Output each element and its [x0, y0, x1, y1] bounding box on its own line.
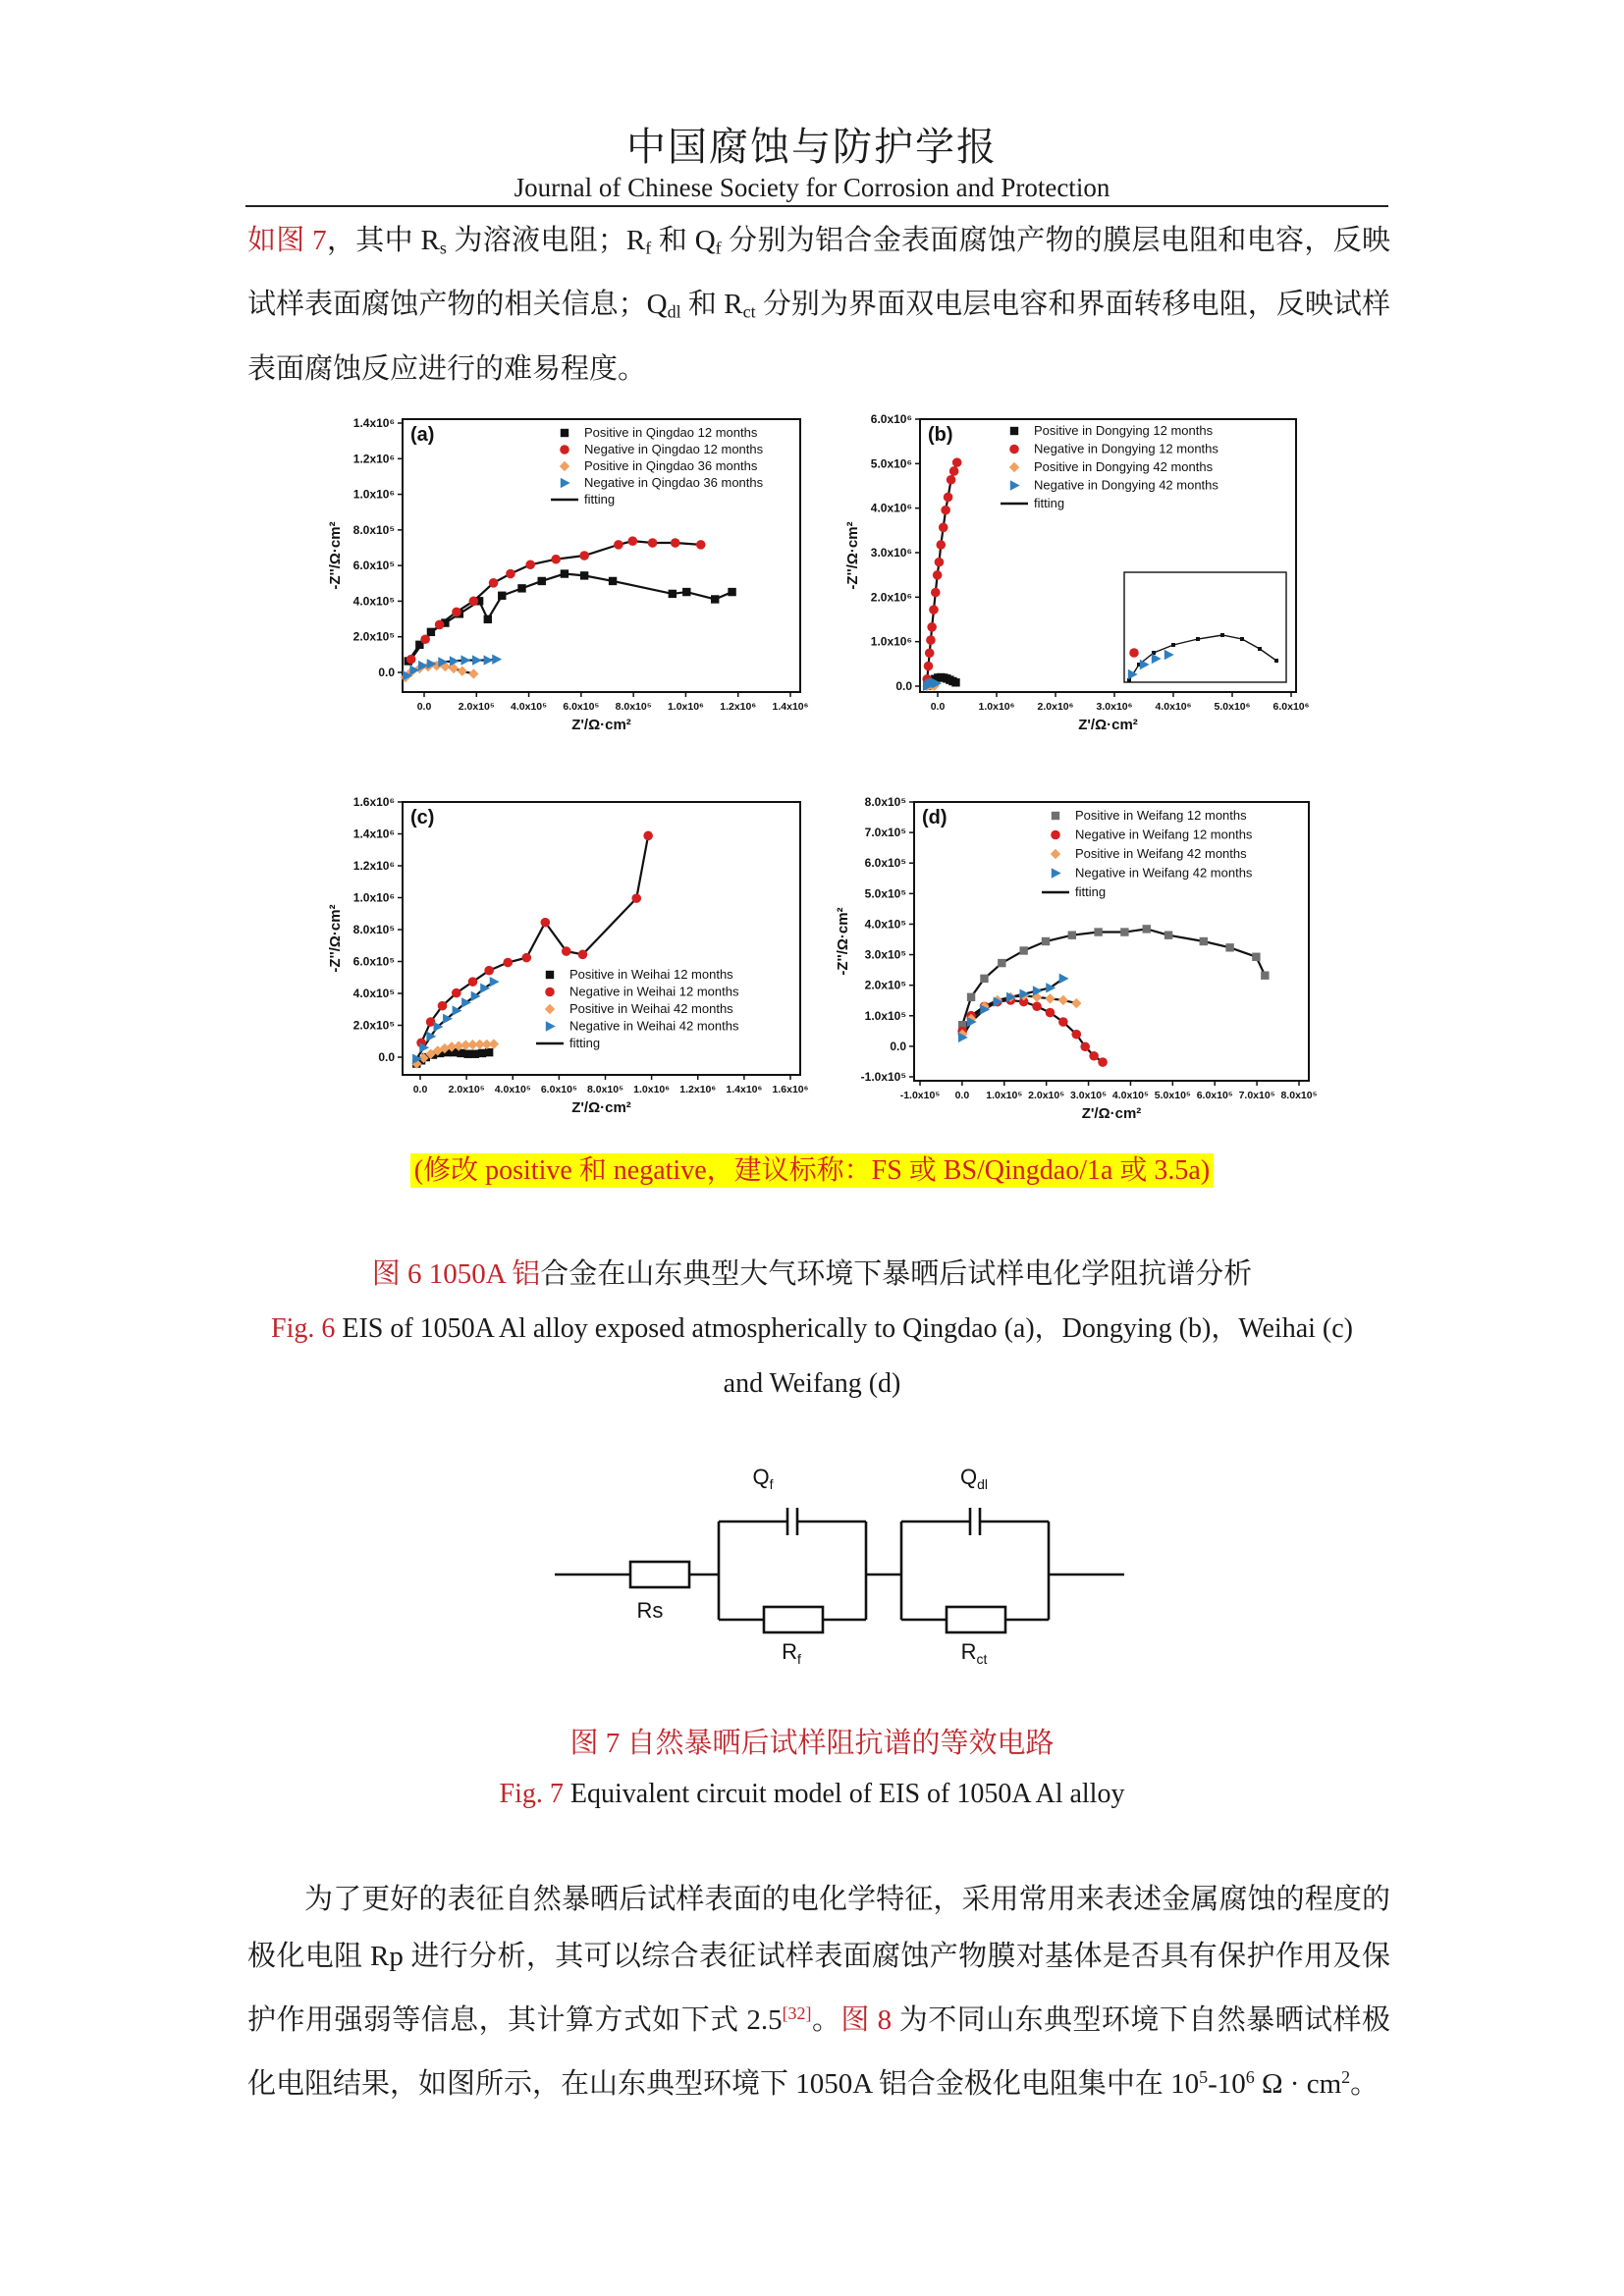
data-point — [924, 662, 934, 671]
legend-label: fitting — [1034, 496, 1065, 510]
data-point — [728, 588, 735, 596]
y-tick-label: 8.0x10⁵ — [352, 522, 395, 537]
legend-label: fitting — [1075, 884, 1107, 899]
subscript: dl — [667, 301, 681, 322]
data-point — [1094, 928, 1102, 935]
y-tick-label: 2.0x10⁵ — [352, 629, 395, 644]
superscript: 5 — [1199, 2066, 1209, 2087]
legend-label: fitting — [569, 1036, 601, 1050]
data-point — [468, 977, 478, 987]
data-point — [671, 538, 680, 548]
text: 为不同山东典型环境下自然暴晒试样极化电阻结果，如图所示，在山东典型环境下 1050A 铝合金极化电阻集中在 10 — [247, 2003, 1390, 2100]
y-tick-label: 8.0x10⁵ — [864, 795, 906, 809]
text: 和 Q — [651, 225, 716, 256]
data-point — [506, 569, 515, 579]
citation[interactable]: [32] — [782, 2003, 812, 2023]
legend-marker — [1051, 830, 1060, 840]
paragraph-2 — [247, 1871, 1390, 2112]
journal-title-cn: 中国腐蚀与防护学报 — [626, 125, 998, 169]
y-tick-label: 0.0 — [378, 666, 395, 679]
legend-label: Positive in Qingdao 12 months — [584, 425, 758, 440]
inset-point — [1240, 637, 1244, 641]
data-point — [525, 560, 535, 569]
y-axis-label: -Z''/Ω·cm² — [835, 907, 851, 976]
plot-frame — [914, 802, 1309, 1081]
text: Ω · cm — [1254, 2067, 1342, 2100]
data-point — [541, 918, 551, 928]
y-tick-label: 1.4x10⁶ — [352, 827, 395, 841]
data-point — [952, 457, 962, 467]
data-point — [427, 628, 435, 636]
legend-label: Negative in Dongying 42 months — [1034, 477, 1218, 493]
figure-6-caption-cn — [0, 1247, 1624, 1302]
data-point — [1046, 1008, 1056, 1018]
header-rule — [245, 205, 1388, 207]
x-tick-label: -1.0x10⁵ — [899, 1090, 941, 1101]
x-tick-label: 5.0x10⁵ — [1154, 1090, 1191, 1101]
data-point — [1071, 1030, 1081, 1040]
x-tick-label: 6.0x10⁶ — [1272, 701, 1310, 713]
data-point — [669, 590, 677, 598]
data-point — [489, 578, 499, 588]
legend-label: Negative in Dongying 12 months — [1034, 441, 1218, 456]
x-tick-label: 3.0x10⁵ — [1070, 1090, 1108, 1101]
data-point — [614, 540, 623, 550]
legend-marker — [561, 429, 568, 437]
data-point — [967, 993, 975, 1001]
x-tick-label: 0.0 — [954, 1090, 970, 1101]
y-tick-label: -1.0x10⁵ — [860, 1070, 906, 1084]
data-point — [944, 493, 953, 503]
chart-a — [304, 407, 825, 746]
revision-note: (修改 positive 和 negative，建议标称：FS 或 BS/Qingdao/1a 或 3.5a) — [0, 1148, 1624, 1188]
text: 分别为铝合金表面腐蚀产物的膜层电阻和电容，反映试样表面腐蚀产物的相关信息；Q — [247, 225, 1390, 321]
x-tick-label: 2.0x10⁵ — [458, 701, 495, 713]
x-axis-label: Z'/Ω·cm² — [1081, 1105, 1142, 1122]
inset-point — [1171, 643, 1175, 647]
data-point — [578, 950, 588, 960]
inset-point — [1274, 659, 1278, 663]
chart-c — [304, 790, 825, 1129]
resistor-rct — [947, 1607, 1005, 1632]
data-point — [951, 678, 959, 686]
data-point — [949, 466, 959, 476]
data-point — [435, 620, 445, 630]
y-tick-label: 4.0x10⁶ — [870, 501, 912, 515]
label-qf: $Q_f$ — [752, 1465, 774, 1492]
text: 为溶液电阻；R — [446, 225, 646, 256]
data-point — [1164, 931, 1172, 938]
legend-marker — [560, 445, 569, 454]
data-point — [1261, 972, 1269, 980]
caption-text: 合金在山东典型大气环境下暴晒后试样电化学阻抗谱分析 — [540, 1258, 1253, 1290]
data-point — [478, 1049, 486, 1057]
caption-text: EIS of 1050A Al alloy exposed atmospherically to Qingdao (a)，Dongying (b)，Weihai (c) — [335, 1313, 1353, 1344]
data-point — [925, 648, 935, 658]
data-point — [438, 1001, 448, 1011]
legend-label: Negative in Weifang 42 months — [1075, 865, 1253, 881]
x-tick-label: 1.6x10⁶ — [772, 1084, 809, 1095]
legend-marker — [1010, 427, 1018, 435]
data-point — [517, 584, 525, 592]
y-tick-label: 1.0x10⁶ — [352, 890, 395, 905]
x-tick-label: 1.2x10⁶ — [679, 1084, 717, 1095]
data-point — [452, 608, 461, 617]
x-tick-label: 2.0x10⁵ — [1028, 1090, 1065, 1101]
journal-title-en: Journal of Chinese Society for Corrosion and Protection — [514, 173, 1110, 202]
figure-8-reference[interactable]: 图 8 — [840, 2003, 893, 2036]
subscript: f — [645, 238, 652, 258]
data-point — [936, 540, 946, 550]
x-axis-label: Z'/Ω·cm² — [1078, 717, 1138, 733]
superscript: 6 — [1245, 2066, 1255, 2087]
chart-d — [820, 790, 1330, 1129]
legend-label: Negative in Weihai 42 months — [569, 1018, 739, 1034]
equivalent-circuit — [550, 1453, 1139, 1679]
x-tick-label: 1.4x10⁶ — [772, 701, 809, 713]
data-point — [464, 1050, 472, 1058]
legend-label: Positive in Dongying 12 months — [1034, 423, 1214, 438]
figure-7-reference[interactable]: 如图 7 — [247, 225, 327, 256]
panel-label: (c) — [410, 807, 435, 828]
data-point — [538, 577, 546, 585]
chart-b — [839, 407, 1330, 746]
data-point — [643, 831, 653, 841]
text: 。 — [1350, 2067, 1380, 2100]
y-tick-label: 2.0x10⁵ — [864, 978, 906, 992]
data-point — [631, 893, 641, 903]
resistor-rs — [630, 1562, 689, 1587]
text: 为了更好的表征自然暴晒后试样表面的电化学特征，采用常用来表述金属腐蚀的程度的极化电阻 Rp 进行分析，其可以综合表征试样表面腐蚀产物膜对基体是否具有保护作用及保护作用强弱等信息，其计算方式如下式 2.5 — [247, 1884, 1390, 2036]
y-tick-label: 4.0x10⁵ — [864, 917, 906, 932]
data-point — [926, 635, 936, 645]
x-axis-label: Z'/Ω·cm² — [571, 1099, 631, 1116]
y-tick-label: 1.6x10⁶ — [352, 795, 395, 809]
y-tick-label: 2.0x10⁵ — [352, 1018, 395, 1033]
data-point — [420, 634, 430, 644]
x-tick-label: 0.0 — [930, 701, 946, 713]
subscript: f — [715, 238, 722, 258]
text: 。 — [811, 2003, 841, 2036]
data-point — [980, 975, 988, 983]
y-tick-label: 0.0 — [890, 1039, 906, 1053]
data-point — [927, 622, 937, 632]
data-point — [485, 1048, 493, 1056]
legend-label: Positive in Qingdao 36 months — [584, 458, 758, 473]
x-tick-label: 4.0x10⁵ — [494, 1084, 531, 1095]
caption-label: 图 6 1050A — [371, 1258, 513, 1290]
x-tick-label: 4.0x10⁶ — [1155, 701, 1192, 713]
x-tick-label: 5.0x10⁶ — [1214, 701, 1251, 713]
data-point — [1068, 931, 1076, 938]
legend-marker — [545, 988, 555, 997]
y-tick-label: 7.0x10⁵ — [864, 826, 906, 840]
y-tick-label: 1.2x10⁶ — [352, 859, 395, 873]
x-tick-label: 8.0x10⁵ — [1280, 1090, 1318, 1101]
data-point — [1200, 937, 1208, 945]
data-point — [469, 597, 479, 607]
superscript: 2 — [1341, 2066, 1351, 2087]
inset-point — [1127, 678, 1131, 682]
data-point — [929, 605, 939, 614]
paragraph-1 — [247, 212, 1390, 398]
text: ，其中 R — [326, 225, 440, 256]
x-tick-label: 7.0x10⁵ — [1238, 1090, 1275, 1101]
data-point — [933, 570, 943, 580]
data-point — [1032, 1001, 1042, 1011]
inset-point — [1196, 637, 1200, 641]
data-point — [1058, 1017, 1068, 1027]
legend-label: Positive in Weifang 42 months — [1075, 846, 1247, 861]
data-point — [471, 1050, 479, 1058]
data-point — [696, 540, 706, 550]
figure-6-caption-en — [0, 1302, 1624, 1357]
x-axis-label: Z'/Ω·cm² — [571, 717, 631, 733]
y-tick-label: 2.0x10⁶ — [870, 590, 912, 605]
data-point — [1120, 928, 1128, 935]
legend-label: Positive in Weifang 12 months — [1075, 808, 1247, 823]
inset-point — [1129, 648, 1139, 658]
label-rs: Rs — [636, 1598, 664, 1623]
inset-point — [1220, 633, 1224, 637]
x-tick-label: 1.4x10⁶ — [726, 1084, 763, 1095]
legend-label: Positive in Weihai 12 months — [569, 967, 733, 982]
x-tick-label: 1.0x10⁵ — [986, 1090, 1023, 1101]
y-tick-label: 1.0x10⁶ — [352, 487, 395, 502]
panel-label: (a) — [410, 424, 435, 446]
y-tick-label: 1.2x10⁶ — [352, 452, 395, 466]
x-tick-label: 1.0x10⁶ — [978, 701, 1015, 713]
data-point — [498, 592, 506, 600]
y-tick-label: 6.0x10⁵ — [352, 954, 395, 969]
data-point — [939, 523, 948, 533]
data-point — [406, 655, 416, 665]
data-point — [1089, 1051, 1099, 1061]
y-axis-label: -Z''/Ω·cm² — [844, 521, 861, 590]
data-point — [648, 538, 658, 548]
y-tick-label: 5.0x10⁶ — [870, 456, 912, 471]
x-tick-label: 1.0x10⁶ — [667, 701, 704, 713]
resistor-rf — [764, 1607, 823, 1632]
data-point — [682, 588, 690, 596]
y-tick-label: 5.0x10⁵ — [864, 886, 906, 901]
text: 分别为界面双电层电容和界面转移电阻，反映试样表面腐蚀反应进行的难易程度。 — [247, 289, 1390, 385]
panel-label: (b) — [928, 424, 953, 446]
x-tick-label: 6.0x10⁵ — [563, 701, 600, 713]
x-tick-label: 1.2x10⁶ — [720, 701, 757, 713]
y-tick-label: 4.0x10⁵ — [352, 987, 395, 1000]
figure-7-caption-cn: 图 7 自然暴晒后试样阻抗谱的等效电路 — [569, 1728, 1055, 1759]
legend-marker — [1009, 445, 1019, 454]
data-point — [1019, 946, 1027, 954]
data-point — [941, 506, 950, 515]
data-point — [1252, 953, 1260, 961]
label-rf: $R_f$ — [782, 1639, 801, 1667]
data-point — [1080, 1041, 1090, 1051]
data-point — [628, 536, 638, 546]
data-point — [579, 551, 589, 561]
x-tick-label: 8.0x10⁵ — [586, 1084, 624, 1095]
y-axis-label: -Z''/Ω·cm² — [327, 521, 344, 590]
x-tick-label: 6.0x10⁵ — [1196, 1090, 1233, 1101]
legend-label: Negative in Qingdao 12 months — [584, 442, 764, 456]
data-point — [947, 475, 956, 485]
caption-text: Equivalent circuit model of EIS of 1050A Al alloy — [563, 1779, 1125, 1809]
y-tick-label: 6.0x10⁵ — [864, 856, 906, 871]
data-point — [484, 966, 494, 976]
figure-6-caption-en-line2: and Weifang (d) — [723, 1368, 901, 1399]
legend-label: Positive in Dongying 42 months — [1034, 459, 1214, 474]
y-tick-label: 1.4x10⁶ — [352, 416, 395, 430]
caption-al: 铝 — [512, 1258, 541, 1290]
legend-label: fitting — [584, 492, 616, 507]
data-point — [562, 946, 571, 956]
x-tick-label: 3.0x10⁶ — [1096, 701, 1133, 713]
y-tick-label: 3.0x10⁵ — [864, 947, 906, 962]
x-tick-label: 4.0x10⁵ — [1111, 1090, 1149, 1101]
data-point — [580, 571, 588, 579]
y-tick-label: 6.0x10⁵ — [352, 559, 395, 573]
data-point — [484, 615, 492, 623]
data-point — [998, 959, 1005, 967]
legend-label: Positive in Weihai 42 months — [569, 1001, 733, 1016]
data-point — [503, 958, 513, 968]
y-tick-label: 1.0x10⁵ — [864, 1008, 906, 1023]
y-tick-label: 0.0 — [378, 1050, 395, 1064]
y-tick-label: 8.0x10⁵ — [352, 923, 395, 936]
text: 和 R — [680, 289, 743, 321]
data-point — [935, 558, 945, 567]
caption-label: Fig. 7 — [499, 1779, 564, 1809]
x-tick-label: 2.0x10⁶ — [1037, 701, 1074, 713]
data-point — [609, 577, 617, 585]
x-tick-label: 6.0x10⁵ — [540, 1084, 577, 1095]
y-axis-label: -Z''/Ω·cm² — [327, 904, 344, 973]
label-qdl: $Q_{dl}$ — [959, 1465, 989, 1492]
caption-label: Fig. 6 — [271, 1313, 336, 1344]
panel-label: (d) — [922, 807, 947, 828]
y-tick-label: 4.0x10⁵ — [352, 594, 395, 609]
legend-marker — [546, 971, 554, 979]
y-tick-label: 6.0x10⁶ — [870, 412, 912, 426]
data-point — [551, 555, 561, 564]
legend-marker — [1052, 812, 1059, 820]
data-point — [711, 595, 719, 603]
text: -10 — [1208, 2067, 1246, 2100]
x-tick-label: 1.0x10⁶ — [633, 1084, 671, 1095]
data-point — [452, 988, 461, 998]
label-rct: $R_{ct}$ — [960, 1639, 988, 1667]
x-tick-label: 0.0 — [412, 1084, 428, 1095]
inset-point — [1258, 647, 1262, 651]
y-tick-label: 1.0x10⁶ — [870, 634, 912, 649]
data-point — [1225, 943, 1233, 951]
legend-label: Negative in Weihai 12 months — [569, 984, 739, 999]
x-tick-label: 2.0x10⁵ — [448, 1084, 485, 1095]
legend-label: Negative in Qingdao 36 months — [584, 475, 764, 490]
data-point — [1042, 937, 1050, 945]
plot-frame — [403, 802, 800, 1075]
y-tick-label: 3.0x10⁶ — [870, 546, 912, 560]
x-tick-label: 4.0x10⁵ — [511, 701, 548, 713]
data-point — [1098, 1057, 1108, 1067]
y-tick-label: 0.0 — [895, 679, 912, 693]
figure-7-caption-en — [0, 1767, 1624, 1822]
subscript: ct — [742, 301, 756, 322]
legend-label: Negative in Weifang 12 months — [1075, 827, 1253, 842]
data-point — [561, 569, 568, 577]
x-tick-label: 8.0x10⁵ — [615, 701, 652, 713]
subscript: s — [439, 238, 447, 258]
data-point — [521, 953, 531, 963]
data-point — [931, 588, 941, 598]
x-tick-label: 0.0 — [416, 701, 432, 713]
data-point — [1143, 925, 1151, 933]
